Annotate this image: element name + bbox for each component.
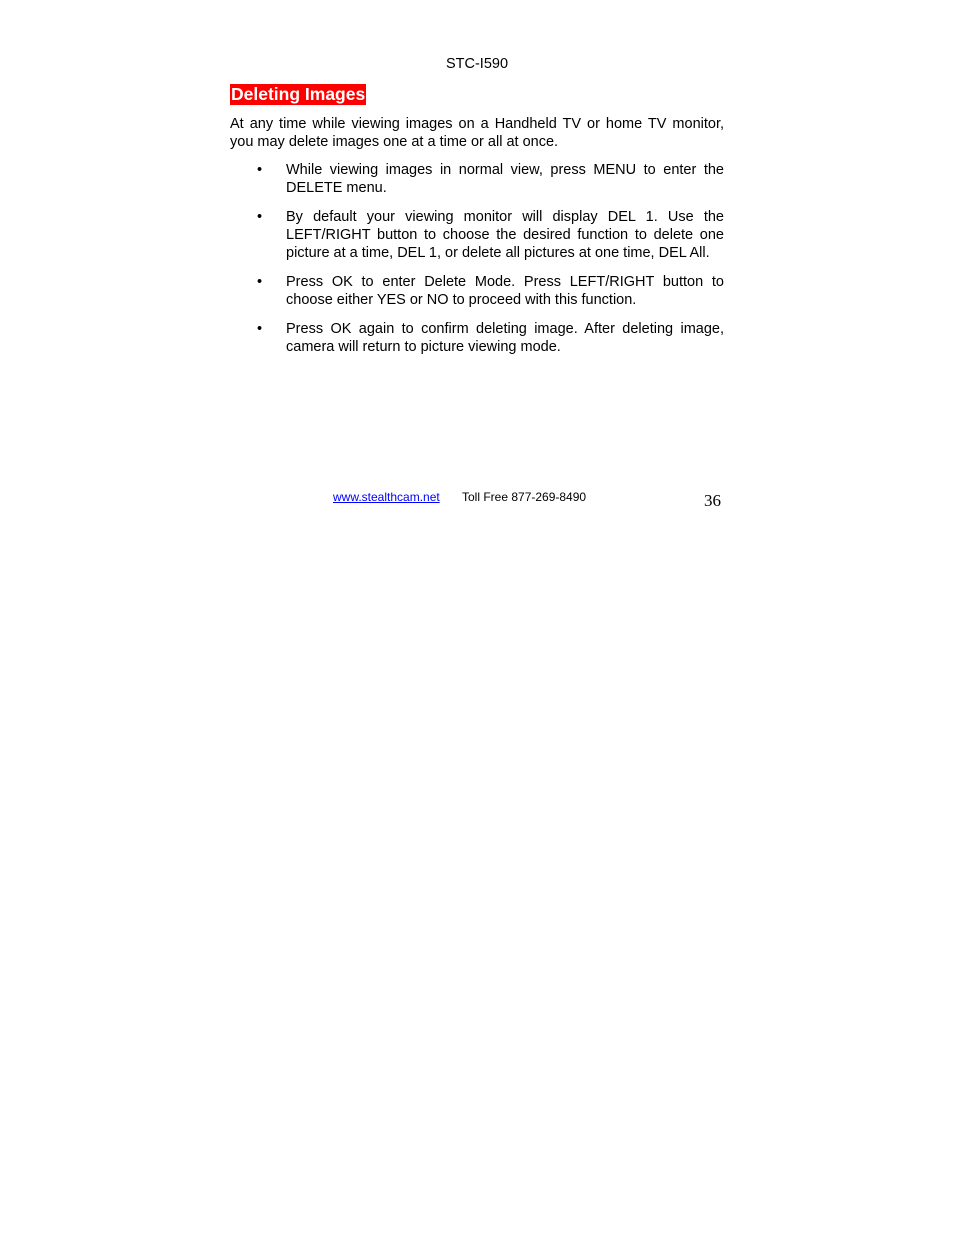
website-link[interactable]: www.stealthcam.net <box>333 490 440 504</box>
list-item <box>230 161 724 197</box>
document-header-model: STC-I590 <box>445 56 509 72</box>
list-item-text: By default your viewing monitor will display DEL 1. Use the LEFT/RIGHT button to choose the desired function to delete one picture at a time, DEL 1, or delete all pictures at one time, DEL All. <box>286 209 724 261</box>
bullet-icon: • <box>257 162 263 178</box>
bullet-icon: • <box>257 274 263 290</box>
page-number: 36 <box>704 491 721 510</box>
list-item <box>230 273 724 309</box>
intro-paragraph: At any time while viewing images on a Handheld TV or home TV monitor, you may delete images one at a time or all at once. <box>230 116 724 150</box>
section-title: Deleting Images <box>231 84 366 104</box>
toll-free-phone: Toll Free 877-269-8490 <box>462 490 587 504</box>
bullet-icon: • <box>257 321 263 337</box>
list-item-text: Press OK to enter Delete Mode. Press LEFT/RIGHT button to choose either YES or NO to proceed with this function. <box>286 274 724 308</box>
list-item-text: While viewing images in normal view, press MENU to enter the DELETE menu. <box>286 162 724 196</box>
instruction-list <box>230 161 724 367</box>
bullet-icon: • <box>257 209 263 225</box>
list-item <box>230 208 724 262</box>
list-item-text: Press OK again to confirm deleting image. After deleting image, camera will return to picture viewing mode. <box>286 321 724 355</box>
list-item <box>230 320 724 356</box>
